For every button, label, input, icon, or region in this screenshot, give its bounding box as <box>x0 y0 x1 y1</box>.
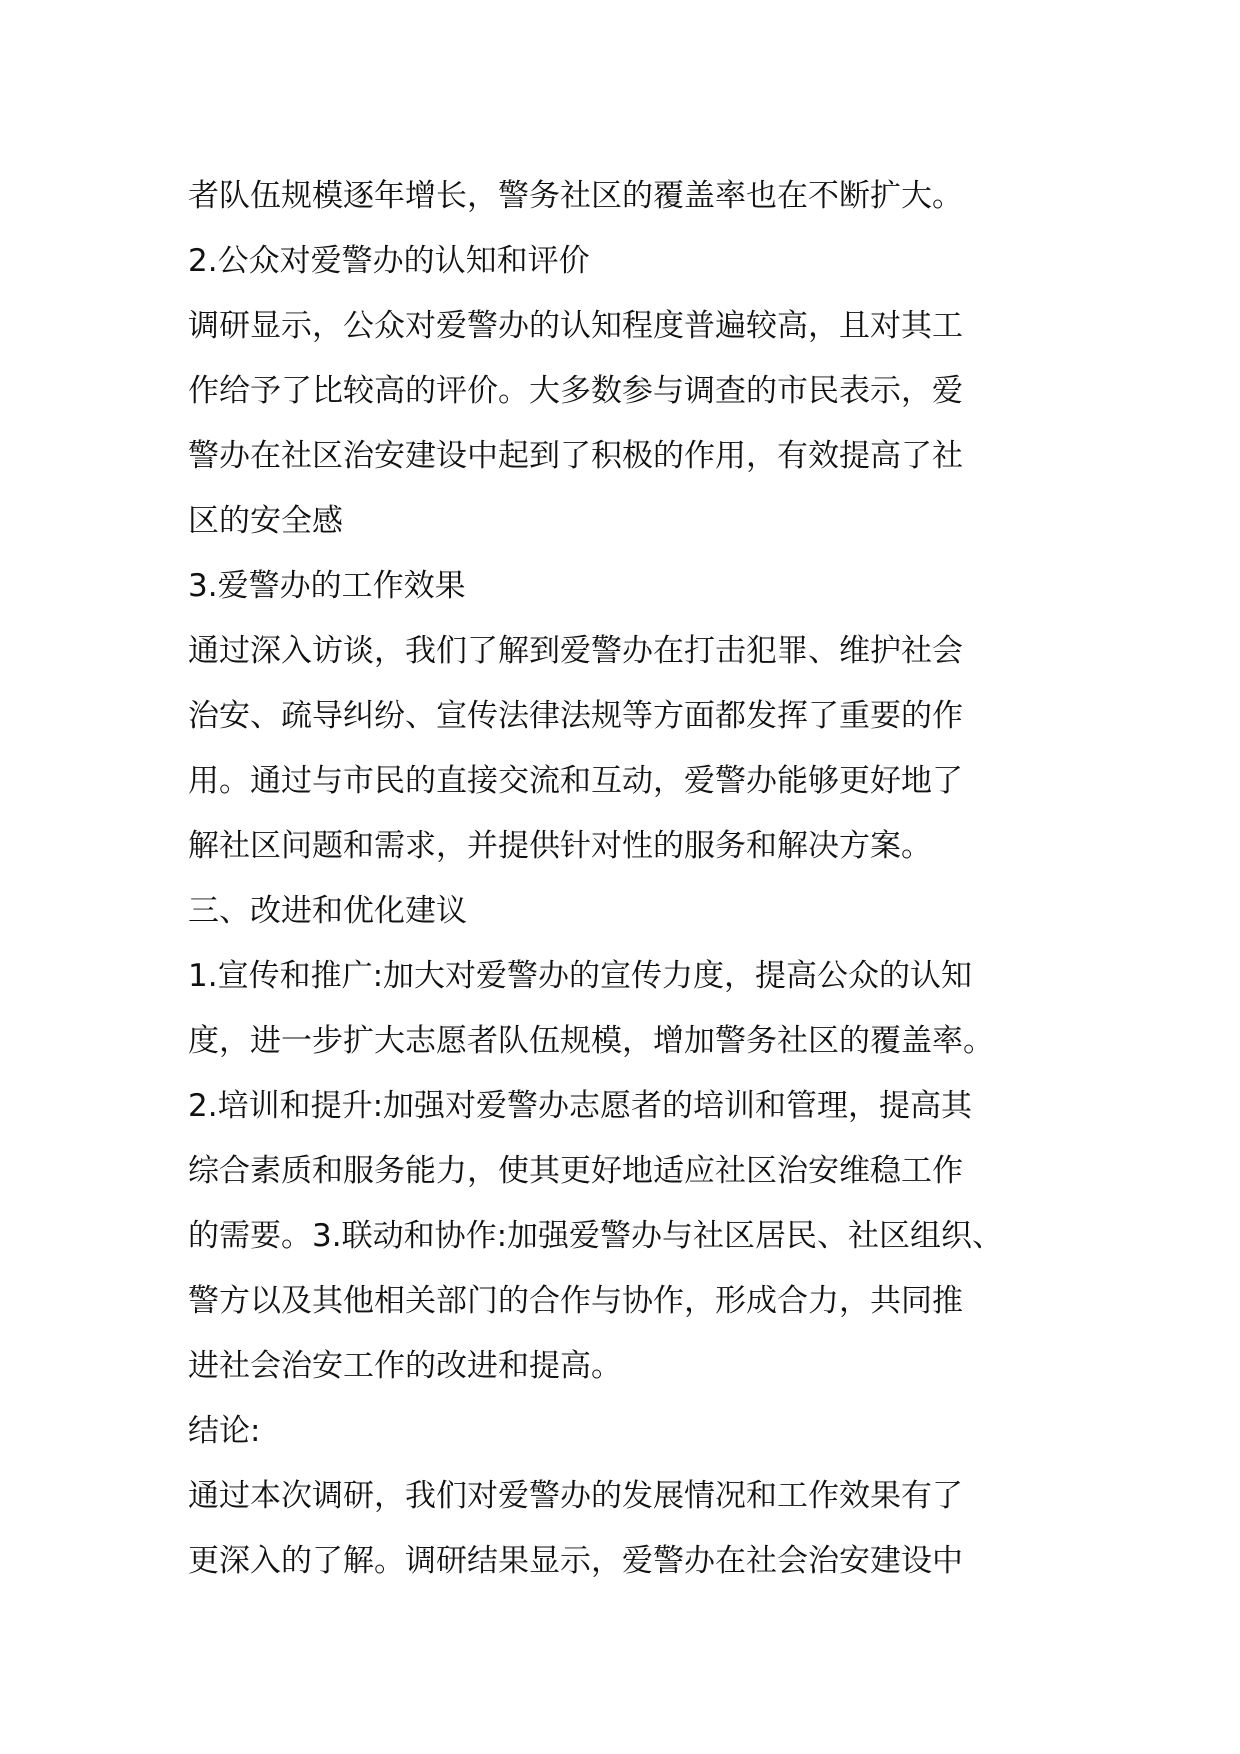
document-body <box>188 164 1068 1594</box>
text-line: 用。通过与市民的直接交流和互动，爱警办能够更好地了 <box>188 763 963 799</box>
section-heading: 3.爱警办的工作效果 <box>188 568 466 604</box>
text-line: 者队伍规模逐年增长，警务社区的覆盖率也在不断扩大。 <box>188 178 963 214</box>
text-line: 度，进一步扩大志愿者队伍规模，增加警务社区的覆盖率。 <box>188 1023 994 1059</box>
section-heading: 三、改进和优化建议 <box>188 893 467 929</box>
text-line: 1.宣传和推广:加大对爱警办的宣传力度，提高公众的认知 <box>188 958 973 994</box>
text-line: 警办在社区治安建设中起到了积极的作用，有效提高了社 <box>188 438 963 474</box>
text-line: 更深入的了解。调研结果显示，爱警办在社会治安建设中 <box>188 1543 963 1579</box>
text-line: 调研显示，公众对爱警办的认知程度普遍较高，且对其工 <box>188 308 963 344</box>
text-line: 2.培训和提升:加强对爱警办志愿者的培训和管理，提高其 <box>188 1088 973 1124</box>
text-line: 进社会治安工作的改进和提高。 <box>188 1348 622 1384</box>
text-line: 治安、疏导纠纷、宣传法律法规等方面都发挥了重要的作 <box>188 698 963 734</box>
section-heading: 2.公众对爱警办的认知和评价 <box>188 243 590 279</box>
text-line: 警方以及其他相关部门的合作与协作，形成合力，共同推 <box>188 1283 963 1319</box>
text-line: 通过深入访谈，我们了解到爱警办在打击犯罪、维护社会 <box>188 633 963 669</box>
section-heading: 结论: <box>188 1413 261 1449</box>
text-line: 综合素质和服务能力，使其更好地适应社区治安维稳工作 <box>188 1153 963 1189</box>
text-line: 通过本次调研，我们对爱警办的发展情况和工作效果有了 <box>188 1478 963 1514</box>
text-line: 解社区问题和需求，并提供针对性的服务和解决方案。 <box>188 828 932 864</box>
text-line: 区的安全感 <box>188 503 343 539</box>
text-line: 作给予了比较高的评价。大多数参与调查的市民表示，爱 <box>188 373 963 409</box>
text-line: 的需要。3.联动和协作:加强爱警办与社区居民、社区组织、 <box>188 1218 1004 1254</box>
